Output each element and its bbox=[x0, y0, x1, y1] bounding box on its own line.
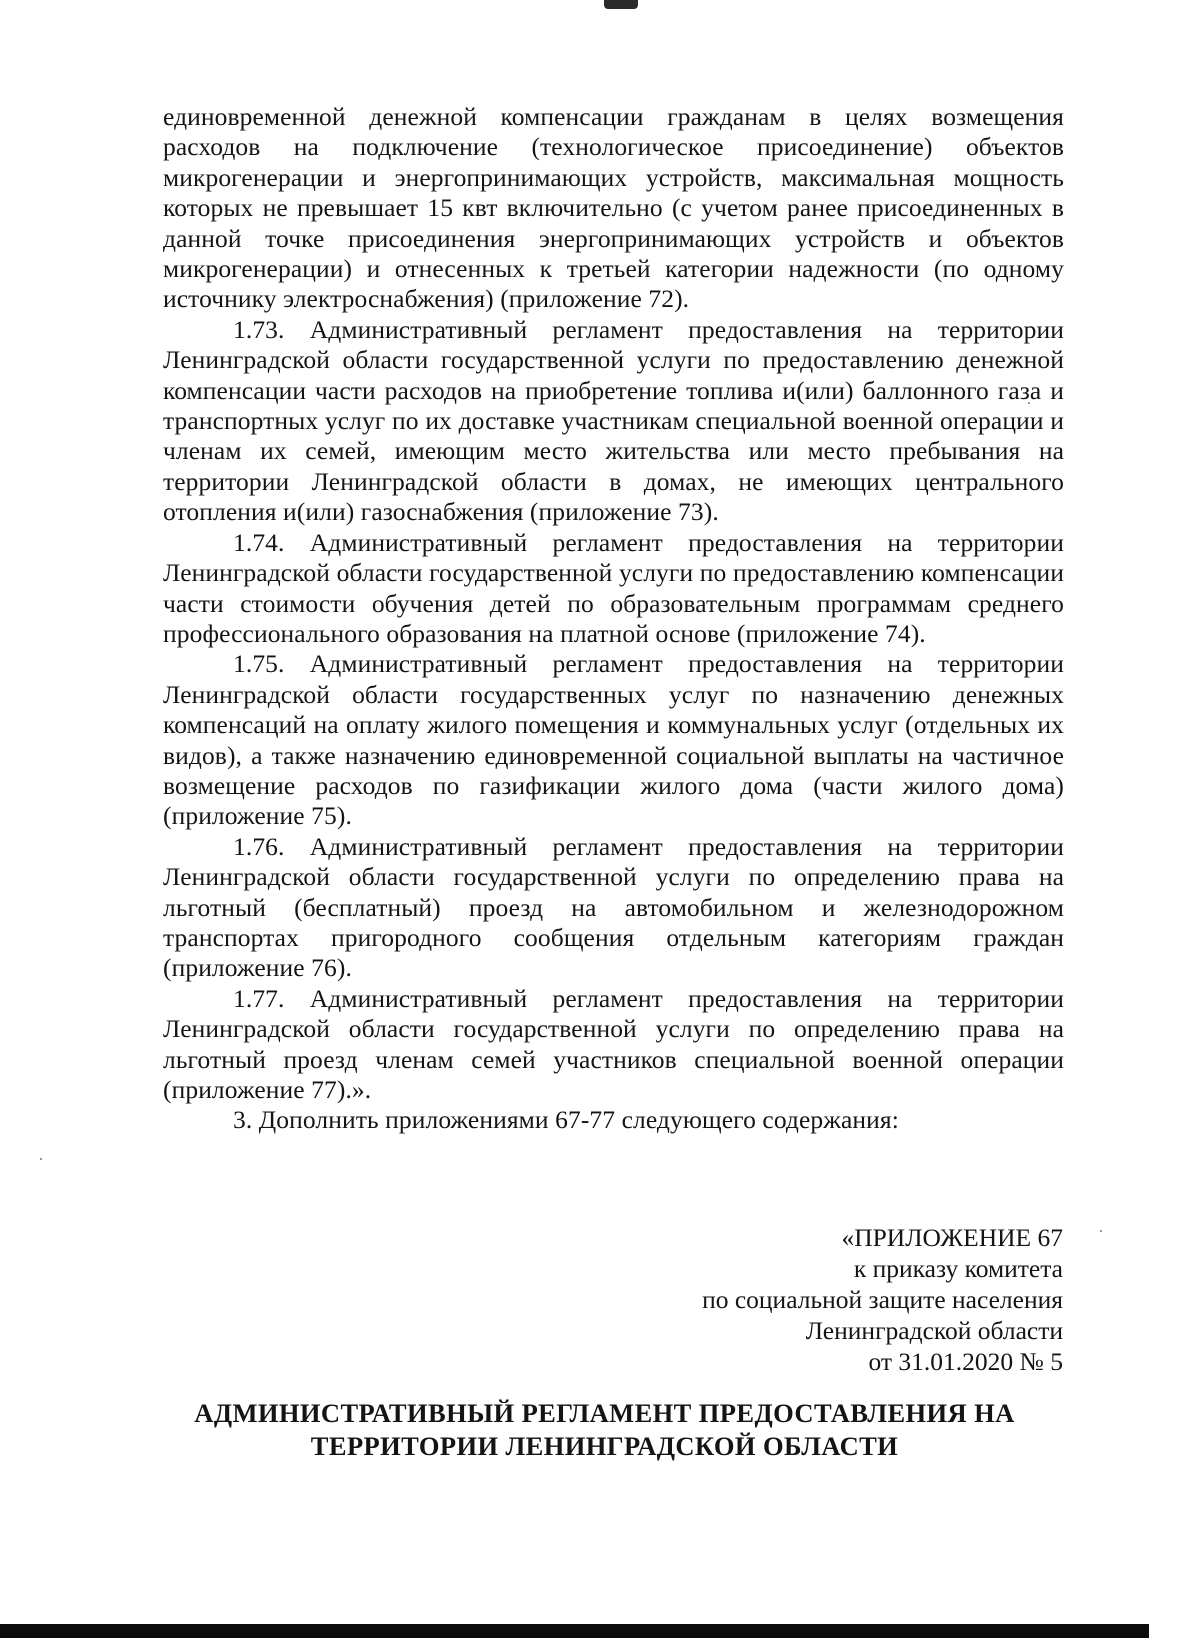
paragraph-continuation: единовременной денежной компенсации гражданам в целях возмещения расходов на подключение (технологическое присоединение) объектов микрогенерации и энергопринимающих устройств, максимальная мощность которых не превышает 15 квт включительно (с учетом ранее присоединенных в данной точке присоединения энергопринимающих устройств и объектов микрогенерации) и отнесенных к третьей категории надежности (по одному источнику электроснабжения) (приложение 72). bbox=[163, 102, 1064, 314]
appendix-date-number: от 31.01.2020 № 5 bbox=[868, 1347, 1063, 1376]
appendix-committee: по социальной защите населения bbox=[702, 1285, 1063, 1314]
body-text bbox=[163, 102, 1064, 1136]
scan-bottom-edge bbox=[0, 1624, 1149, 1638]
appendix-label: «ПРИЛОЖЕНИЕ 67 bbox=[841, 1223, 1063, 1252]
appendix-region: Ленинградской области bbox=[805, 1316, 1063, 1345]
appendix-header bbox=[702, 1222, 1063, 1377]
paragraph-1-75: 1.75. Административный регламент предоставления на территории Ленинградской области государственных услуг по назначению денежных компенсаций на оплату жилого помещения и коммунальных услуг (отдельных их видов), а также назначению единовременной социальной выплаты на частичное возмещение расходов по газификации жилого дома (части жилого дома) (приложение 75). bbox=[163, 649, 1064, 831]
paragraph-1-73: 1.73. Административный регламент предоставления на территории Ленинградской области государственной услуги по предоставлению денежной компенсации части расходов на приобретение топлива и(или) баллонного газа и транспортных услуг по их доставке участникам специальной военной операции и членам их семей, имеющим место жительства или место пребывания на территории Ленинградской области в домах, не имеющих центрального отопления и(или) газоснабжения (приложение 73). bbox=[163, 314, 1064, 527]
scan-speck bbox=[40, 1158, 42, 1160]
paragraph-3: 3. Дополнить приложениями 67-77 следующего содержания: bbox=[233, 1105, 899, 1135]
regulation-title-line-1: АДМИНИСТРАТИВНЫЙ РЕГЛАМЕНТ ПРЕДОСТАВЛЕНИЯ НА bbox=[194, 1398, 1015, 1428]
paragraph-1-74: 1.74. Административный регламент предоставления на территории Ленинградской области государственной услуги по предоставлению компенсации части стоимости обучения детей по образовательным программам среднего профессионального образования на платной основе (приложение 74). bbox=[163, 527, 1064, 648]
paragraph-1-76: 1.76. Административный регламент предоставления на территории Ленинградской области государственной услуги по определению права на льготный (бесплатный) проезд на автомобильном и железнодорожном транспортах пригородного сообщения отдельным категориям граждан (приложение 76). bbox=[163, 831, 1064, 983]
paragraph-1-77: 1.77. Административный регламент предоставления на территории Ленинградской области государственной услуги по определению права на льготный проезд членам семей участников специальной военной операции (приложение 77).». bbox=[163, 983, 1064, 1104]
appendix-order-ref: к приказу комитета bbox=[853, 1254, 1063, 1283]
scan-speck bbox=[1100, 1230, 1102, 1232]
scan-artifact-top bbox=[604, 0, 638, 9]
regulation-title bbox=[0, 1397, 1149, 1463]
regulation-title-line-2: ТЕРРИТОРИИ ЛЕНИНГРАДСКОЙ ОБЛАСТИ bbox=[310, 1431, 899, 1461]
